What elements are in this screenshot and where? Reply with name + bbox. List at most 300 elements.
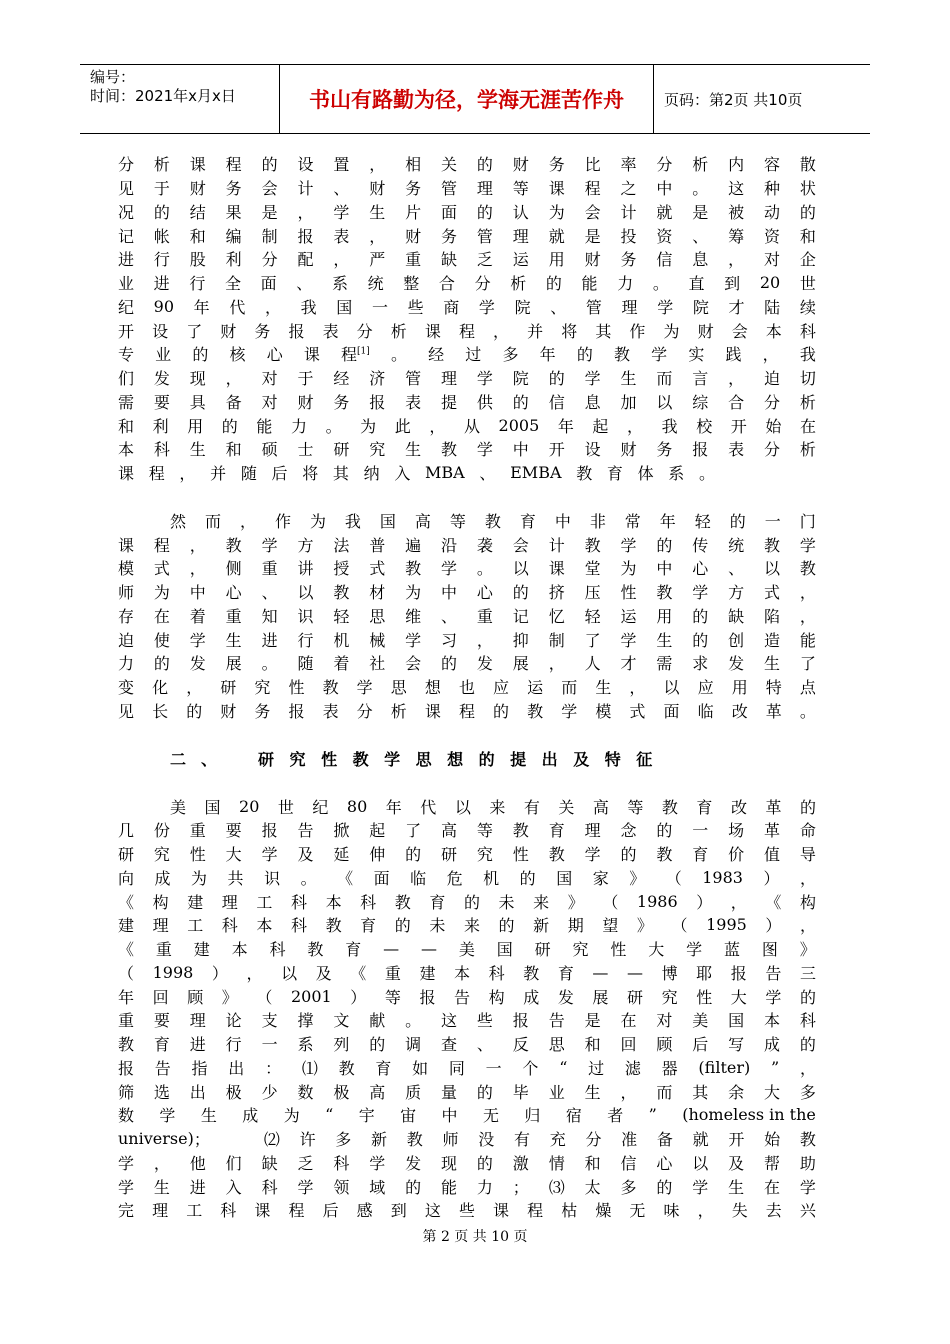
- glyph: ，: [189, 559, 206, 579]
- glyph: 务: [548, 155, 565, 175]
- glyph: 对: [764, 250, 781, 270]
- glyph: 缺: [728, 606, 745, 626]
- glyph: 少: [261, 1082, 278, 1102]
- glyph: 压: [584, 583, 601, 603]
- glyph: 学: [620, 535, 637, 555]
- glyph: 的: [512, 583, 529, 603]
- glyph: 息: [692, 250, 709, 270]
- glyph: ，: [697, 1201, 714, 1221]
- glyph: 表: [405, 392, 422, 412]
- glyph: 材: [369, 583, 386, 603]
- glyph: 计: [620, 202, 637, 222]
- glyph: 财: [584, 250, 601, 270]
- glyph: 在: [153, 606, 170, 626]
- glyph: 重: [189, 821, 206, 841]
- glyph: 教: [484, 511, 501, 531]
- glyph: 用: [731, 678, 748, 698]
- glyph: （: [665, 868, 682, 888]
- glyph: 程: [458, 321, 475, 341]
- glyph: “: [559, 1057, 568, 1077]
- glyph: 教: [613, 345, 630, 365]
- glyph: 陆: [764, 297, 781, 317]
- glyph: 建: [118, 916, 135, 936]
- glyph: 利: [225, 250, 242, 270]
- glyph: 课: [548, 559, 565, 579]
- glyph: 后: [322, 1201, 339, 1221]
- glyph: 师: [442, 1130, 459, 1150]
- glyph: 一: [261, 1035, 278, 1055]
- glyph: 忆: [548, 606, 565, 626]
- glyph: 中: [441, 583, 458, 603]
- glyph: 性: [620, 583, 637, 603]
- glyph: 的: [153, 202, 170, 222]
- glyph: 究: [572, 940, 589, 960]
- glyph: 系: [297, 1035, 314, 1055]
- glyph: 和: [584, 1035, 601, 1055]
- glyph: 及: [315, 963, 332, 983]
- glyph: 记: [512, 606, 529, 626]
- glyph: 研: [627, 987, 644, 1007]
- glyph: 统: [728, 535, 745, 555]
- glyph: 》: [799, 940, 816, 960]
- glyph: 理: [584, 821, 601, 841]
- glyph: 识: [264, 868, 281, 888]
- glyph: 资: [656, 226, 673, 246]
- glyph: 国: [379, 511, 396, 531]
- glyph: 教: [307, 940, 324, 960]
- glyph: 一: [692, 821, 709, 841]
- glyph: 学: [261, 535, 278, 555]
- glyph: 滤: [624, 1058, 641, 1078]
- glyph: 式: [369, 559, 386, 579]
- glyph: 配: [297, 250, 314, 270]
- glyph: 、: [261, 583, 278, 603]
- text-line: [118, 271, 816, 295]
- glyph: 进: [153, 274, 170, 294]
- glyph: 以: [764, 559, 781, 579]
- glyph: 维: [405, 606, 422, 626]
- glyph: （: [671, 916, 688, 936]
- glyph: 育: [375, 1058, 392, 1078]
- glyph: 未: [498, 892, 515, 912]
- glyph: ”: [771, 1057, 780, 1077]
- glyph: ）: [211, 963, 228, 983]
- glyph: 育: [696, 797, 713, 817]
- glyph: 开: [730, 416, 747, 436]
- glyph: 我: [799, 345, 816, 365]
- glyph: 被: [728, 202, 745, 222]
- glyph: 90: [153, 296, 175, 316]
- glyph: 设: [152, 321, 169, 341]
- glyph: ，: [429, 416, 446, 436]
- glyph: 轻: [694, 511, 711, 531]
- glyph: 《: [350, 963, 367, 983]
- glyph: 的: [221, 416, 238, 436]
- glyph: 习: [441, 630, 458, 650]
- glyph: 理: [476, 179, 493, 199]
- glyph: 反: [512, 1035, 529, 1055]
- glyph: 是: [584, 226, 601, 246]
- text-line: [118, 509, 816, 533]
- glyph: 求: [692, 654, 709, 674]
- glyph: 的: [799, 202, 816, 222]
- glyph: 为: [360, 416, 377, 436]
- glyph: 本: [764, 1011, 781, 1031]
- glyph: 才: [620, 654, 637, 674]
- glyph: 研: [441, 845, 458, 865]
- glyph: 等: [627, 797, 644, 817]
- glyph: 和: [118, 416, 135, 436]
- glyph: 师: [118, 583, 135, 603]
- glyph: 学: [369, 1153, 386, 1173]
- glyph: 开: [728, 1130, 745, 1150]
- glyph: 要: [153, 392, 170, 412]
- glyph: 育: [153, 1035, 170, 1055]
- glyph: 务: [656, 440, 673, 460]
- glyph: 大: [730, 987, 747, 1007]
- glyph: 而: [656, 369, 673, 389]
- glyph: 报: [261, 821, 278, 841]
- glyph: 对: [656, 1011, 673, 1031]
- glyph: 了: [405, 821, 422, 841]
- glyph: 年: [118, 987, 135, 1007]
- glyph: 学: [765, 987, 782, 1007]
- glyph: 1998: [152, 962, 194, 982]
- glyph: 改: [731, 701, 748, 721]
- glyph: 导: [799, 845, 816, 865]
- glyph: 企: [799, 250, 816, 270]
- glyph: ，: [620, 1082, 637, 1102]
- glyph: 财: [697, 321, 714, 341]
- glyph: 、: [692, 226, 709, 246]
- glyph: 列: [333, 1035, 350, 1055]
- glyph: 常: [624, 511, 641, 531]
- glyph: 学: [261, 845, 278, 865]
- glyph: 重: [225, 606, 242, 626]
- glyph: 学: [159, 1106, 176, 1126]
- glyph: 宇: [358, 1106, 375, 1126]
- glyph: 课: [424, 321, 441, 341]
- glyph: 作: [629, 321, 646, 341]
- glyph: 性: [610, 940, 627, 960]
- glyph: 对: [261, 369, 278, 389]
- glyph: ，: [799, 868, 816, 888]
- glyph: 的: [799, 797, 816, 817]
- glyph: 报: [288, 701, 305, 721]
- glyph: 以: [454, 797, 471, 817]
- glyph: 学: [799, 535, 816, 555]
- glyph: 面: [663, 701, 680, 721]
- glyph: 运: [527, 678, 544, 698]
- glyph: ⑶: [548, 1177, 565, 1197]
- glyph: 投: [620, 226, 637, 246]
- glyph: 大: [648, 940, 665, 960]
- glyph: ，: [799, 583, 816, 603]
- glyph: 要: [153, 1011, 170, 1031]
- glyph: 思: [369, 606, 386, 626]
- glyph: 情: [548, 1153, 565, 1173]
- glyph: 进: [189, 1177, 206, 1197]
- glyph: 、: [476, 1035, 493, 1055]
- glyph: 大: [764, 1082, 781, 1102]
- glyph: 传: [692, 535, 709, 555]
- glyph: 务: [620, 250, 637, 270]
- glyph: 和: [799, 226, 816, 246]
- glyph: 随: [297, 654, 314, 674]
- glyph: 学: [799, 1177, 816, 1197]
- glyph: 究: [369, 440, 386, 460]
- glyph: ，: [297, 202, 314, 222]
- glyph: 为: [620, 559, 637, 579]
- glyph: 制: [261, 226, 278, 246]
- glyph: 。: [799, 701, 816, 721]
- glyph: 侧: [225, 559, 242, 579]
- glyph: 。: [325, 416, 342, 436]
- glyph: 来: [489, 797, 506, 817]
- glyph: 革: [764, 821, 781, 841]
- glyph: 高: [414, 511, 431, 531]
- glyph: 、: [550, 297, 567, 317]
- glyph: 科: [333, 1153, 350, 1173]
- glyph: 全: [224, 274, 241, 294]
- glyph: 分: [356, 701, 373, 721]
- glyph: 析: [510, 274, 527, 294]
- glyph: 的: [192, 345, 209, 365]
- glyph: 失: [731, 1201, 748, 1221]
- glyph: 力: [476, 1177, 493, 1197]
- glyph: 面: [441, 202, 458, 222]
- paragraph-1: [118, 152, 816, 485]
- glyph: 教: [118, 1035, 135, 1055]
- glyph: 顾: [187, 987, 204, 1007]
- glyph: 美: [458, 940, 475, 960]
- glyph: 期: [567, 916, 584, 936]
- glyph: 资: [764, 226, 781, 246]
- text-line: [118, 866, 816, 890]
- glyph: 筛: [118, 1082, 135, 1102]
- glyph: 记: [118, 226, 135, 246]
- paragraph-3: [118, 794, 816, 1222]
- glyph: 些: [458, 1201, 475, 1221]
- glyph: 设: [297, 155, 314, 175]
- glyph: 核: [229, 345, 246, 365]
- glyph: 20: [239, 796, 260, 816]
- glyph: 本: [118, 440, 135, 460]
- glyph: 建: [187, 892, 204, 912]
- glyph: 性: [288, 678, 305, 698]
- glyph: ，: [799, 916, 816, 936]
- glyph: 蓝: [723, 940, 740, 960]
- glyph: ，: [476, 630, 493, 650]
- glyph: 课: [303, 345, 320, 365]
- glyph: 开: [548, 440, 565, 460]
- glyph: 用: [548, 250, 565, 270]
- glyph: 硕: [261, 440, 278, 460]
- glyph: 几: [118, 821, 135, 841]
- glyph: 中: [441, 1106, 458, 1126]
- text-line: [118, 390, 816, 414]
- glyph: 分: [764, 392, 781, 412]
- glyph: 比: [584, 155, 601, 175]
- glyph: 发: [476, 654, 493, 674]
- glyph: 报: [512, 1011, 529, 1031]
- glyph: 乏: [476, 250, 493, 270]
- glyph: 置: [333, 155, 350, 175]
- glyph: 用: [187, 416, 204, 436]
- glyph: 状: [799, 179, 816, 199]
- glyph: ，: [333, 250, 350, 270]
- glyph: 育: [345, 940, 362, 960]
- glyph: 着: [189, 606, 206, 626]
- glyph: 而: [561, 678, 578, 698]
- glyph: 学: [476, 369, 493, 389]
- glyph: 告: [765, 963, 782, 983]
- glyph: 械: [369, 630, 386, 650]
- glyph: 程[1]: [341, 345, 370, 365]
- glyph: 识: [297, 606, 314, 626]
- glyph: 率: [620, 155, 637, 175]
- glyph: 学: [297, 1177, 314, 1197]
- glyph: 而: [656, 1082, 673, 1102]
- glyph: 课: [189, 155, 206, 175]
- glyph: 提: [441, 392, 458, 412]
- glyph: 究: [153, 845, 170, 865]
- glyph: 然: [170, 511, 187, 531]
- glyph: 充: [549, 1130, 566, 1150]
- glyph: 我: [300, 297, 317, 317]
- glyph: 乏: [297, 1153, 314, 1173]
- glyph: 无: [629, 1201, 646, 1221]
- glyph: 教: [764, 535, 781, 555]
- glyph: 究: [661, 987, 678, 1007]
- glyph: 财: [189, 179, 206, 199]
- document-body: [118, 152, 816, 1222]
- glyph: 的: [799, 987, 816, 1007]
- glyph: 面: [373, 868, 390, 888]
- glyph: 20: [759, 273, 781, 293]
- glyph: 能: [581, 274, 598, 294]
- glyph: 帐: [153, 226, 170, 246]
- glyph: 、: [441, 606, 458, 626]
- glyph: 后: [271, 464, 288, 484]
- text-line: [118, 223, 816, 247]
- glyph: ）: [763, 868, 780, 888]
- glyph: 成: [242, 1106, 259, 1126]
- glyph: 股: [189, 250, 206, 270]
- glyph: 帮: [764, 1153, 781, 1173]
- glyph: 要: [225, 821, 242, 841]
- glyph: 应: [493, 678, 510, 698]
- glyph: —: [592, 962, 609, 982]
- glyph: 教: [225, 535, 242, 555]
- glyph: 商: [443, 297, 460, 317]
- glyph: 行: [297, 630, 314, 650]
- glyph: 育: [548, 821, 565, 841]
- glyph: 方: [728, 583, 745, 603]
- glyph: ，: [762, 345, 779, 365]
- glyph: 于: [153, 179, 170, 199]
- glyph: 性: [189, 845, 206, 865]
- glyph: 重: [405, 250, 422, 270]
- glyph: 成: [764, 1035, 781, 1055]
- glyph: 域: [369, 1177, 386, 1197]
- glyph: 理: [189, 1011, 206, 1031]
- glyph: 其: [595, 321, 612, 341]
- glyph: 具: [189, 392, 206, 412]
- glyph: 生: [369, 202, 386, 222]
- glyph: 课: [548, 179, 565, 199]
- glyph: 育: [519, 511, 536, 531]
- glyph: 数: [118, 1106, 135, 1126]
- glyph: ）: [765, 916, 782, 936]
- glyph: 加: [620, 392, 637, 412]
- glyph: 果: [225, 202, 242, 222]
- glyph: ，: [264, 297, 281, 317]
- glyph: 讲: [297, 559, 314, 579]
- glyph: 代: [229, 297, 246, 317]
- glyph: 美: [170, 797, 187, 817]
- glyph: 性: [696, 987, 713, 1007]
- glyph: 财: [512, 155, 529, 175]
- glyph: 专: [118, 345, 135, 365]
- glyph: 中: [656, 179, 673, 199]
- glyph: 信: [620, 1153, 637, 1173]
- glyph: 成: [154, 868, 171, 888]
- glyph: 发: [189, 654, 206, 674]
- glyph: 课: [424, 701, 441, 721]
- glyph: 缺: [261, 1153, 278, 1173]
- glyph: 理: [152, 1201, 169, 1221]
- glyph: 院: [512, 369, 529, 389]
- glyph: ，: [153, 1153, 170, 1173]
- glyph: 行: [153, 250, 170, 270]
- glyph: 极: [225, 1082, 242, 1102]
- glyph: 代: [420, 797, 437, 817]
- text-line: [118, 1127, 816, 1151]
- glyph: 学: [686, 940, 703, 960]
- text-line: [118, 176, 816, 200]
- glyph: 始: [765, 416, 782, 436]
- glyph: 告: [548, 1011, 565, 1031]
- glyph: 中: [512, 440, 529, 460]
- glyph: 方: [297, 535, 314, 555]
- glyph: ）: [350, 987, 367, 1007]
- glyph: 教: [406, 1130, 423, 1150]
- glyph: 感: [356, 1201, 373, 1221]
- glyph: 一: [764, 511, 781, 531]
- glyph: 耶: [696, 963, 713, 983]
- glyph: 本: [454, 963, 471, 983]
- glyph: 的: [476, 1153, 493, 1173]
- glyph: 展: [592, 987, 609, 1007]
- glyph: 随: [240, 464, 257, 484]
- glyph: “: [325, 1105, 334, 1125]
- glyph: ；: [512, 1177, 529, 1197]
- glyph: 构: [152, 892, 169, 912]
- glyph: 院: [514, 297, 531, 317]
- glyph: 文: [333, 1011, 350, 1031]
- glyph: 袭: [476, 535, 493, 555]
- glyph: 的: [692, 630, 709, 650]
- glyph: 编: [225, 226, 242, 246]
- glyph: 的: [519, 868, 536, 888]
- glyph: 科: [488, 963, 505, 983]
- glyph: 的: [729, 511, 746, 531]
- glyph: 高: [592, 797, 609, 817]
- glyph: 年: [557, 416, 574, 436]
- glyph: 学: [118, 1177, 135, 1197]
- text-line: [118, 152, 816, 176]
